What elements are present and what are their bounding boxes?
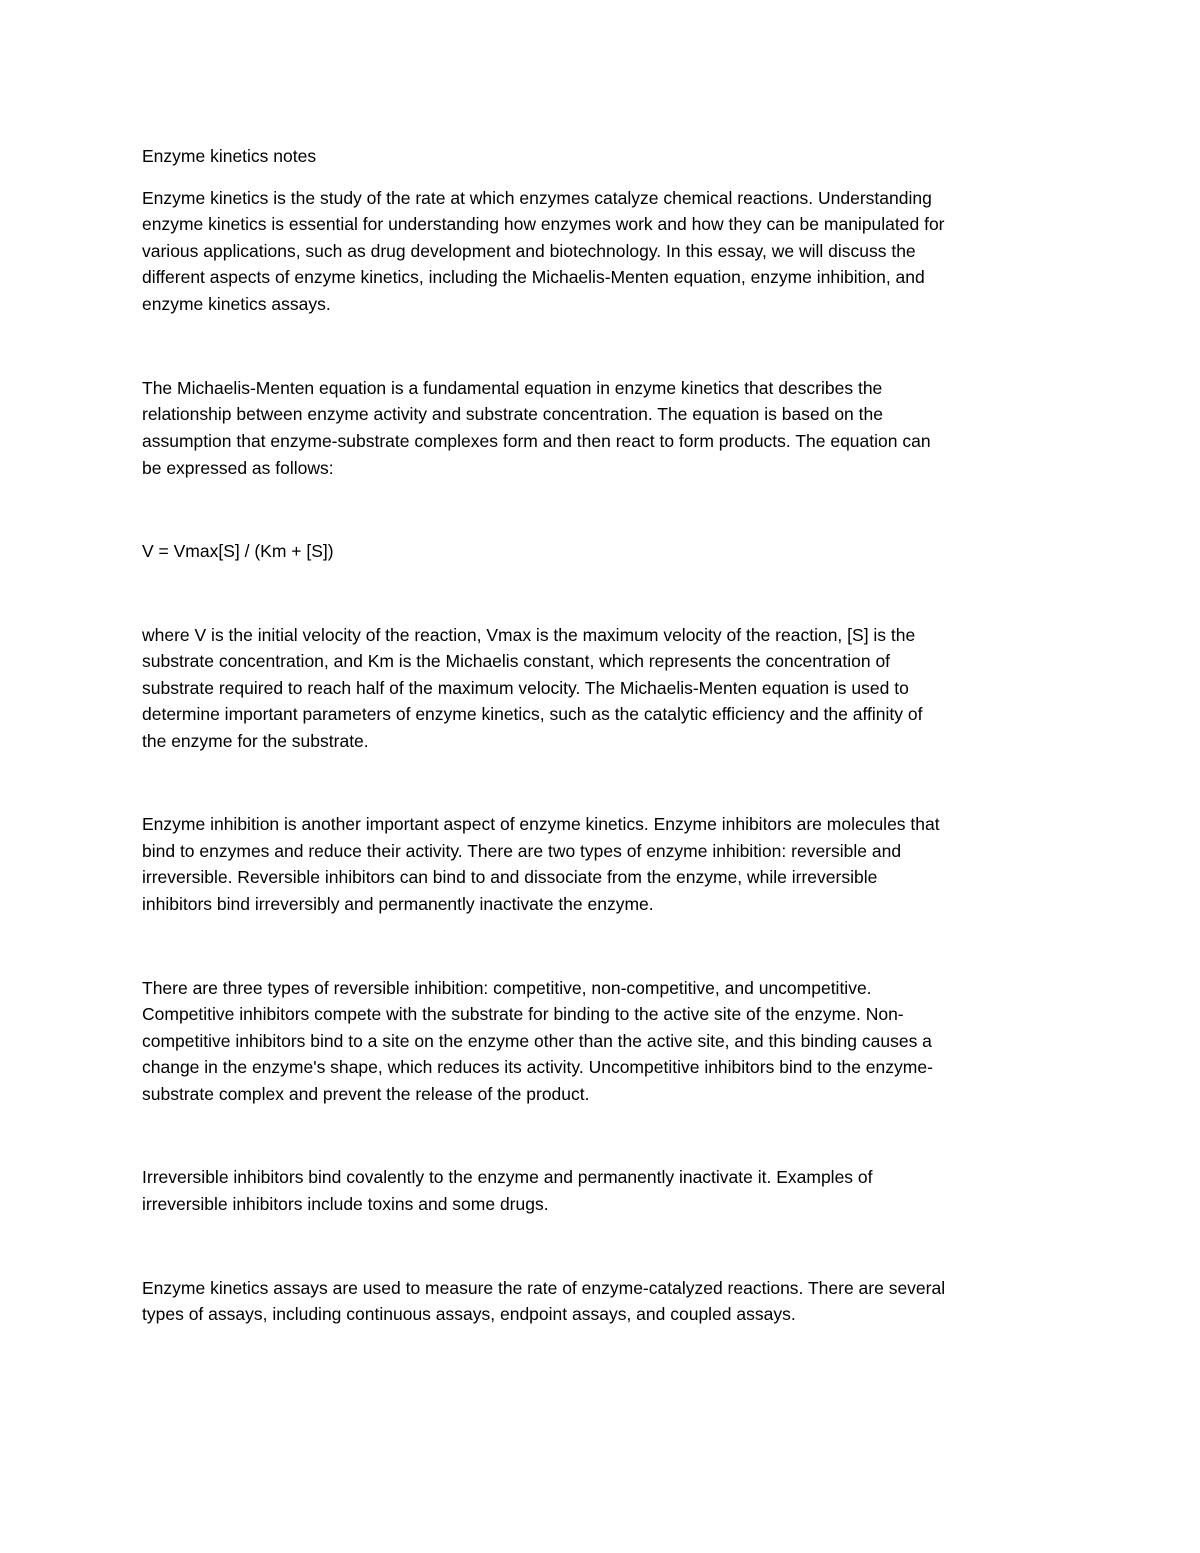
paragraph-line: types of assays, including continuous assays, endpoint assays, and coupled assays. [142,1304,796,1324]
paragraph-line: enzyme kinetics assays. [142,294,331,314]
document-title: Enzyme kinetics notes [142,146,317,166]
paragraph-line: irreversible inhibitors include toxins and some drugs. [142,1194,549,1214]
paragraph-line: relationship between enzyme activity and substrate concentration. The equation is based on the [142,404,883,424]
paragraph-line: be expressed as follows: [142,458,334,478]
paragraph-line: Competitive inhibitors compete with the substrate for binding to the active site of the enzyme. Non- [142,1004,904,1024]
paragraph-line: enzyme kinetics is essential for understanding how enzymes work and how they can be manipulated for [142,214,945,234]
paragraph-line: assumption that enzyme-substrate complexes form and then react to form products. The equation can [142,431,931,451]
paragraph-line: Enzyme kinetics assays are used to measure the rate of enzyme-catalyzed reactions. There are several [142,1278,946,1298]
paragraph-line: inhibitors bind irreversibly and permanently inactivate the enzyme. [142,894,654,914]
paragraph-line: substrate required to reach half of the maximum velocity. The Michaelis-Menten equation is used to [142,678,909,698]
paragraph-line: substrate complex and prevent the release of the product. [142,1084,590,1104]
paragraph-line: Irreversible inhibitors bind covalently to the enzyme and permanently inactivate it. Examples of [142,1167,873,1187]
paragraph-line: Enzyme kinetics is the study of the rate at which enzymes catalyze chemical reactions. Understanding [142,188,932,208]
equation-text: V = Vmax[S] / (Km + [S]) [142,541,334,561]
paragraph-line: There are three types of reversible inhibition: competitive, non-competitive, and uncompetitive. [142,978,872,998]
paragraph-line: Enzyme inhibition is another important aspect of enzyme kinetics. Enzyme inhibitors are molecules that [142,814,940,834]
paragraph-line: change in the enzyme's shape, which reduces its activity. Uncompetitive inhibitors bind to the enzyme- [142,1057,933,1077]
paragraph-line: various applications, such as drug development and biotechnology. In this essay, we will discuss the [142,241,916,261]
paragraph-line: competitive inhibitors bind to a site on the enzyme other than the active site, and this binding causes a [142,1031,932,1051]
paragraph-line: different aspects of enzyme kinetics, including the Michaelis-Menten equation, enzyme inhibition, and [142,267,925,287]
paragraph-line: the enzyme for the substrate. [142,731,369,751]
paragraph-line: bind to enzymes and reduce their activity. There are two types of enzyme inhibition: reversible and [142,841,902,861]
paragraph-line: The Michaelis-Menten equation is a fundamental equation in enzyme kinetics that describes the [142,378,883,398]
paragraph-line: where V is the initial velocity of the reaction, Vmax is the maximum velocity of the reaction, [S] is the [142,625,916,645]
paragraph-line: irreversible. Reversible inhibitors can bind to and dissociate from the enzyme, while irreversible [142,867,878,887]
paragraph-line: substrate concentration, and Km is the Michaelis constant, which represents the concentration of [142,651,891,671]
paragraph-line: determine important parameters of enzyme kinetics, such as the catalytic efficiency and the affinity of [142,704,923,724]
